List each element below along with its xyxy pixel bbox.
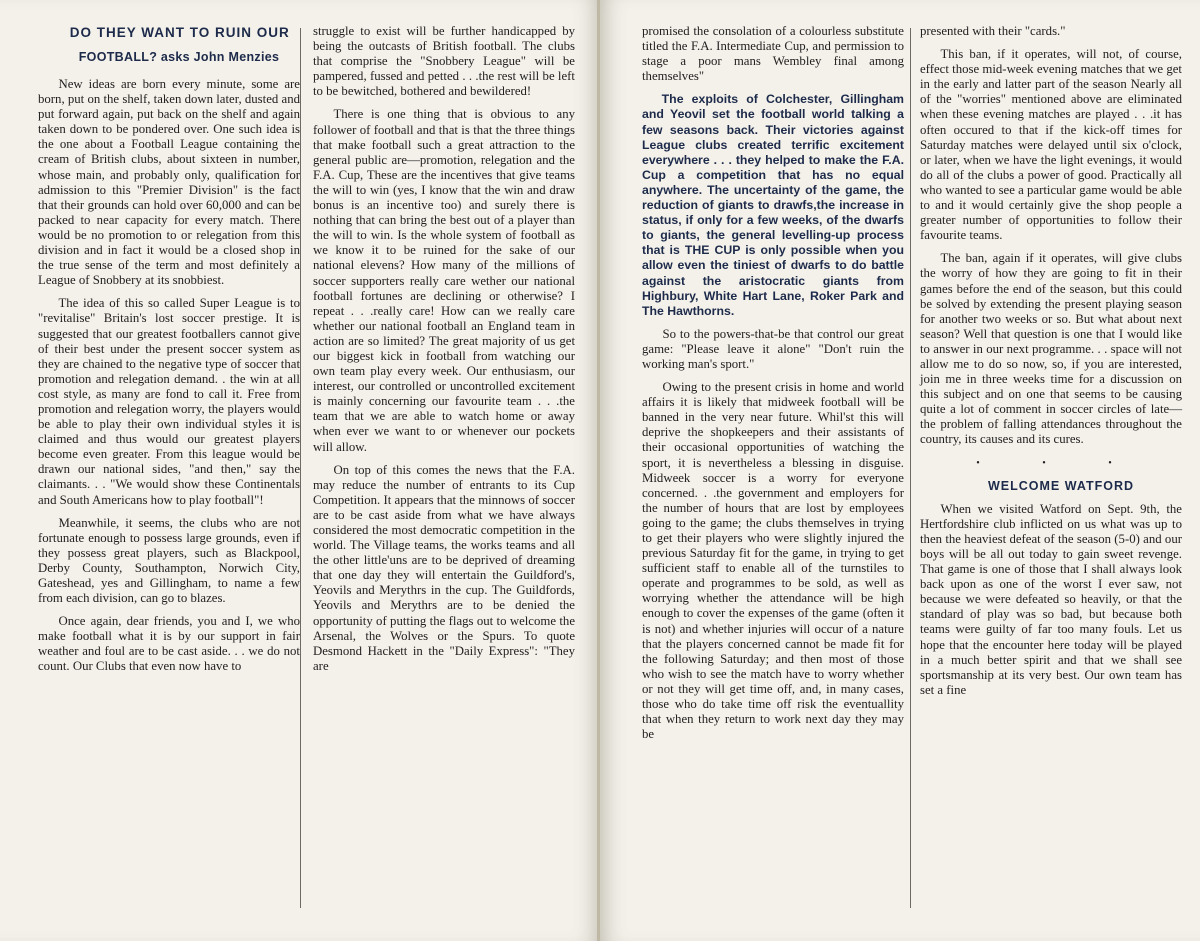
paragraph: promised the consolation of a colourless substitute titled the F.A. Intermediate Cup, and permission to stage a poor mans Wembley final among themselves" bbox=[642, 24, 904, 84]
paragraph: struggle to exist will be further handicapped by being the outcasts of British football. The clubs that comprise the "Snobbery League" will be pampered, fussed and petted . . .the rest will be left to be bewitched, bothered and bewildered! bbox=[313, 24, 575, 99]
highlighted-paragraph: The exploits of Colchester, Gillingham and Yeovil set the football world talking a few seasons back. Their victories against League clubs created terrific excitement everywhere . . . they helped to make the F.A. Cup a competition that has no equal anywhere. The uncertainty of the game, the reduction of giants to drawfs,the increase in status, if only for a few weeks, of the dwarfs to giants, the general levelling-up process that is THE CUP is only possible when you allow even the tiniest of dwarfs to do battle against the aristocratic giants from Highbury, White Hart Lane, Roker Park and The Hawthorns. bbox=[642, 92, 904, 318]
column-2 bbox=[313, 24, 575, 682]
paragraph: On top of this comes the news that the F.A. may reduce the number of entrants to its Cup Competition. It appears that the minnows of soccer are to be cast aside from what we have always considered the most democratic competition in the world. The Village teams, the works teams and all the other little'uns are to be deprived of dreaming that one day they will entertain the Guildford's, Yeovils and Merythrs in the cup. The Guildfords, Yeovils and Merythrs are to be denied the opportunity of putting the flags out to welcome the Arsenal, the Wolves or the Spurs. To quote Desmond Hackett in the "Daily Express": "They are bbox=[313, 462, 575, 673]
paragraph: Meanwhile, it seems, the clubs who are not fortunate enough to possess large grounds, even if they possess great players, such as Blackpool, Derby County, Southampton, Norwich City, Gateshead, yes and Gillingham, to name a few from each division, can go to blazes. bbox=[38, 515, 300, 606]
paragraph: Owing to the present crisis in home and world affairs it is likely that midweek football will be banned in the very near future. Whil'st this will deprive the shopkeepers and their assistants of their occasional opportunities of watching the sport, it is nevertheless a blessing in disguise. Midweek soccer is a worry for everyone concerned. . .the government and employers for the number of hours that are lost by employees going to the game; the clubs themselves in trying to get their players who were slightly injured the previous Saturday fit for the game, in trying to get sufficient staff to enable all of the turnstiles to operate and programmes to be sold, as well as worrying whether the attendance will be high enough to cover the expenses of the game (often it is not) and whether injuries will occur of a nature that the players concerned cannot be made fit for the following Saturday; and then most of those who wish to see the match have to worry whether or not they will get time off, and, in many cases, those who do take time off risk the eventuallity that when they return to work next day they may be bbox=[642, 380, 904, 742]
paragraph: The idea of this so called Super League is to "revitalise" Britain's lost soccer prestige. It is suggested that our greatest footballers cannot give of their best under the present soccer system as they are chained to the negative type of soccer that promotion and relegation demand. . the win at all cost style, as many are fond to call it. Free from promotion and relegation worry, the players would be able to play their own individual styles it is claimed and thus would our greatest players become even greater. From this league would be drawn our national sides, "and then," say the claimants. . . "We would show these Continentals and South Americans how to play football"! bbox=[38, 296, 300, 507]
paragraph: So to the powers-that-be that control our great game: "Please leave it alone" "Don't ruin the working man's sport." bbox=[642, 326, 904, 371]
column-1 bbox=[38, 24, 300, 683]
section-separator: • • • bbox=[976, 457, 1142, 469]
column-divider bbox=[300, 28, 301, 908]
column-4 bbox=[920, 24, 1182, 706]
section-title: WELCOME WATFORD bbox=[988, 478, 1134, 493]
right-page bbox=[600, 0, 1200, 941]
paragraph: The ban, again if it operates, will give clubs the worry of how they are going to fit in their games before the end of the season, but this could be solved by extending the present playing season for another two weeks or so. But what about next season? Well that question is one that I would like to answer in our next programme. . . space will not allow me to do so now, so, if you are interested, join me in three weeks time for a discussion on this subject and on one that seems to be causing quite a lot of comment in soccer circles of late—the problem of falling attendances throughout the country, its causes and its cures. bbox=[920, 251, 1182, 447]
paragraph: This ban, if it operates, will not, of course, effect those mid-week evening matches that we get in the early and latter part of the season Nearly all of the "worries" mentioned above are eliminated when these evening matches are played . . .it has often occured to that if the kick-off times for Saturday matches were delayed until six o'clock, or later, when we have the light evenings, it would do all of the clubs a power of good. Practically all who wanted to see a particular game would be able to and it would certainly give the shop people a greater number of opportunities to follow their favourite teams. bbox=[920, 47, 1182, 243]
paragraph: presented with their "cards." bbox=[920, 24, 1066, 38]
column-divider bbox=[910, 28, 911, 908]
paragraph: Once again, dear friends, you and I, we who make football what it is by our support in fair weather and foul are to be cast aside. . . we do not count. Our Clubs that even now have to bbox=[38, 614, 300, 674]
article-byline: FOOTBALL? asks John Menzies bbox=[78, 50, 280, 64]
paragraph: There is one thing that is obvious to any follower of football and that is that the three things that make football such a great attraction to the general public are—promotion, relegation and the F.A. Cup, These are the incentives that give teams the will to win (yes, I know that the win and draw bonus is an incentive too) and surely there is nothing that can bring the best out of a player than the will to win. Is the whole system of football as we know it to be ruined for the sake of our national elevens? How many of the millions of soccer supporters really care wether our national football fortunes are declining or otherwise? I repeat . . .really care! How can we really care whether our national football an England team in action are so limited? The great majority of us get our biggest kick in football from watching our own team play every week. Our enthusiasm, our interest, our controlled or uncontrolled excitement is mainly concerning our favourite team . . .the team that we are able to watch home or away when ever we want to or whenever our pockets will allow. bbox=[313, 107, 575, 454]
article-headline: DO THEY WANT TO RUIN OUR bbox=[69, 25, 290, 40]
paragraph: When we visited Watford on Sept. 9th, the Hertfordshire club inflicted on us what was up to then the heaviest defeat of the season (5-0) and our boys will be all out today to gain sweet revenge. That game is one of those that I shall always look back upon as one of the worst I ever saw, not because we were defeated so heavily, or that the standard of play was so bad, but because both teams were guilty of far too many fouls. Let us hope that the encounter here today will be played in a much better spirit and that we shall see sportsmanship at its very best. Our own team has set a fine bbox=[920, 501, 1182, 697]
paragraph: New ideas are born every minute, some are born, put on the shelf, taken down later, dusted and put forward again, put back on the shelf and again taken down to be pondered over. One such idea is the one about a Football League containing the cream of British clubs, about sixteen in number, whose main, and probably only, qualification for admission to this "Premier Division" is the fact that their grounds can hold over 60,000 and can be packed to near capacity for every match. There would be no promotion to or relegation from this division and in fact it would be a closed shop in the true sense of the term and most definitely a League of Snobbery at its snobbiest. bbox=[38, 77, 300, 288]
column-3 bbox=[642, 24, 904, 750]
